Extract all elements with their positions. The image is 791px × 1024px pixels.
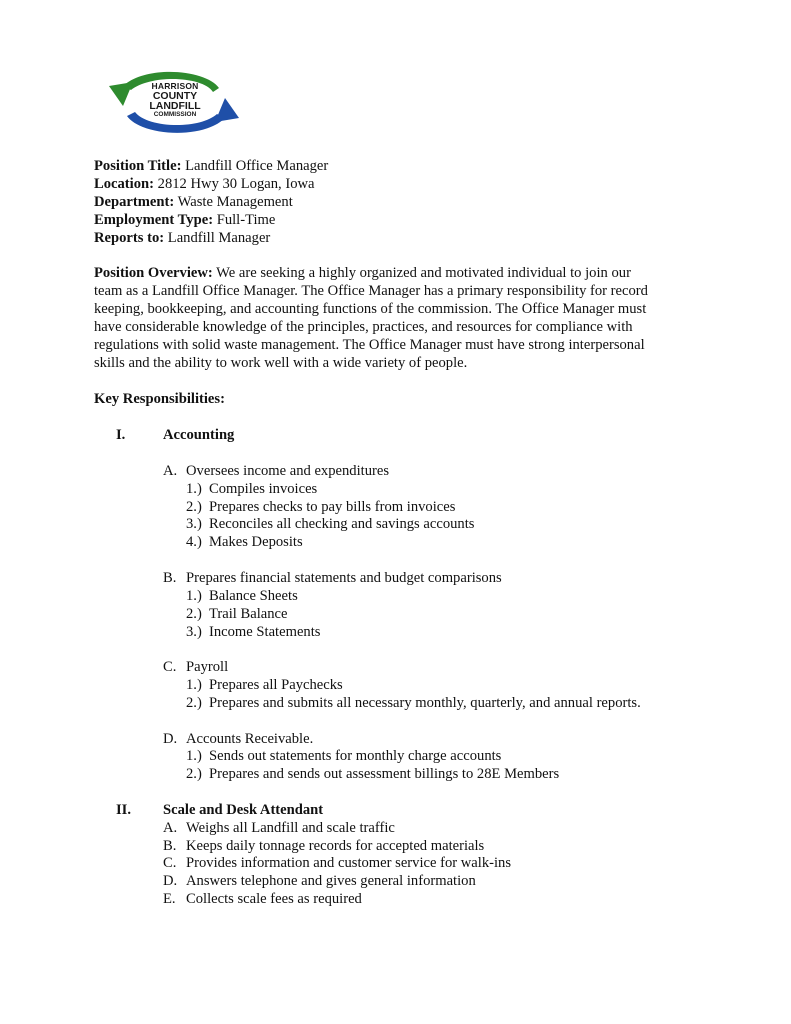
item-1c-2-num: 2.) — [186, 695, 202, 711]
item-1a-4-text: Makes Deposits — [209, 534, 303, 550]
item-1d-1-num: 1.) — [186, 748, 202, 764]
item-1d-letter: D. — [163, 731, 178, 747]
item-2c-letter: C. — [163, 855, 177, 871]
section-2-numeral: II. — [116, 802, 132, 818]
item-1b-text: Prepares financial statements and budget comparisons — [186, 570, 502, 586]
item-1b-1-text: Balance Sheets — [209, 588, 298, 604]
item-2e-text: Collects scale fees as required — [186, 891, 362, 907]
logo-text — [135, 82, 215, 119]
item-1c-text: Payroll — [186, 659, 229, 675]
logo-line-3: LANDFILL — [149, 100, 201, 112]
item-1a-3-text: Reconciles all checking and savings accounts — [209, 516, 475, 532]
item-1b-2-text: Trail Balance — [209, 606, 288, 622]
reports-to-value: Landfill Manager — [164, 230, 271, 246]
item-1d-2-text: Prepares and sends out assessment billings to 28E Members — [209, 766, 560, 782]
item-1a-1-text: Compiles invoices — [209, 481, 318, 497]
item-1a-4-num: 4.) — [186, 534, 202, 550]
item-1d-text: Accounts Receivable. — [186, 731, 314, 747]
item-2e-letter: E. — [163, 891, 176, 907]
department-row — [94, 193, 293, 211]
location-label: Location: — [94, 176, 154, 192]
overview-line-1 — [94, 264, 704, 282]
item-1b-2-num: 2.) — [186, 606, 202, 622]
position-overview — [94, 264, 704, 372]
item-1c-2-text: Prepares and submits all necessary monthly, quarterly, and annual reports. — [209, 695, 641, 711]
item-1c-1-text: Prepares all Paychecks — [209, 677, 343, 693]
item-1a-2-text: Prepares checks to pay bills from invoices — [209, 499, 456, 515]
item-1c-letter: C. — [163, 659, 177, 675]
logo-line-2: COUNTY — [152, 90, 198, 102]
position-title-value: Landfill Office Manager — [181, 158, 329, 174]
reports-to-row — [94, 229, 270, 247]
item-1a-1-num: 1.) — [186, 481, 202, 497]
overview-line-5: regulations with solid waste management. The Office Manager must have strong interpersonal — [94, 337, 645, 353]
logo-line-4: COMMISSION — [153, 111, 197, 118]
item-1b-3-num: 3.) — [186, 624, 202, 640]
section-1-title: Accounting — [163, 427, 235, 443]
item-2d-letter: D. — [163, 873, 178, 889]
location-row — [94, 175, 315, 193]
item-2c-text: Provides information and customer service for walk-ins — [186, 855, 512, 871]
item-1d-1-text: Sends out statements for monthly charge accounts — [209, 748, 502, 764]
item-1d-2-num: 2.) — [186, 766, 202, 782]
item-1b-1-num: 1.) — [186, 588, 202, 604]
item-1c-1-num: 1.) — [186, 677, 202, 693]
reports-to-label: Reports to: — [94, 230, 165, 246]
position-title-label: Position Title: — [94, 158, 182, 174]
item-1b-letter: B. — [163, 570, 177, 586]
department-value: Waste Management — [174, 194, 293, 210]
employment-type-value: Full-Time — [213, 212, 276, 228]
key-responsibilities-heading: Key Responsibilities: — [94, 391, 225, 407]
employment-type-label: Employment Type: — [94, 212, 214, 228]
item-2b-text: Keeps daily tonnage records for accepted materials — [186, 838, 485, 854]
section-2-title: Scale and Desk Attendant — [163, 802, 324, 818]
item-2a-letter: A. — [163, 820, 178, 836]
department-label: Department: — [94, 194, 175, 210]
item-2d-text: Answers telephone and gives general information — [186, 873, 476, 889]
item-2a-text: Weighs all Landfill and scale traffic — [186, 820, 395, 836]
item-1b-3-text: Income Statements — [209, 624, 321, 640]
overview-line-4: have considerable knowledge of the principles, practices, and resources for compliance with — [94, 319, 633, 335]
item-2b-letter: B. — [163, 838, 177, 854]
logo-line-1: HARRISON — [151, 81, 199, 91]
overview-text-1: We are seeking a highly organized and motivated individual to join our — [212, 265, 631, 281]
overview-line-6: skills and the ability to work well with a wide variety of people. — [94, 355, 468, 371]
overview-line-2: team as a Landfill Office Manager. The Office Manager has a primary responsibility for record — [94, 283, 648, 299]
item-1a-2-num: 2.) — [186, 499, 202, 515]
item-1a-3-num: 3.) — [186, 516, 202, 532]
item-1a-letter: A. — [163, 463, 178, 479]
section-1-numeral: I. — [116, 427, 126, 443]
employment-type-row — [94, 211, 275, 229]
overview-line-3: keeping, bookkeeping, and accounting functions of the commission. The Office Manager must — [94, 301, 647, 317]
location-value: 2812 Hwy 30 Logan, Iowa — [154, 176, 315, 192]
overview-label: Position Overview: — [94, 265, 213, 281]
item-1a-text: Oversees income and expenditures — [186, 463, 390, 479]
position-title-row — [94, 157, 328, 175]
